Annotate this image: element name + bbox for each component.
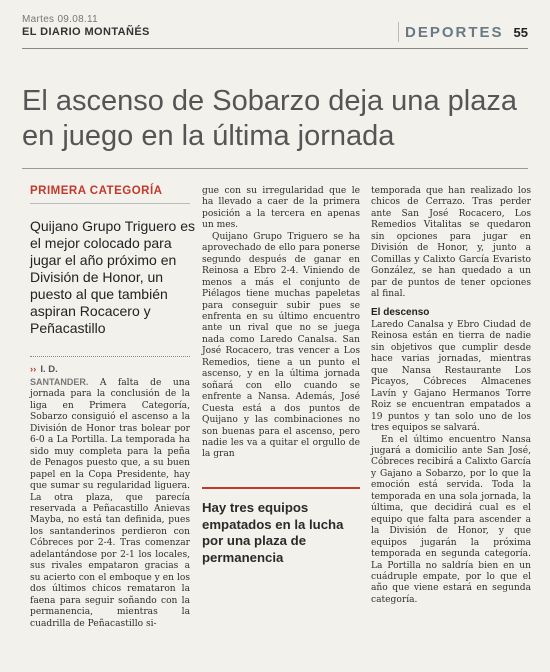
byline bbox=[30, 364, 58, 375]
section-name: DEPORTES bbox=[405, 23, 504, 41]
page-number: 55 bbox=[513, 24, 528, 40]
header-rule bbox=[22, 48, 528, 49]
column-3 bbox=[371, 186, 531, 606]
column-2 bbox=[202, 186, 360, 461]
body-paragraph: En el último encuentro Nansa jugará a domicilio ante San José, Cóbreces recibirá a Calixto García y Gajano a Sobarzo, por lo que la emoción está servida. Toda la temporada en una sola jornada, la última, que decidirá cual es el equipo que falta para ascender a la División de Honor, y que equipos jugarán la próxima temporada en segunda categoría. La Portilla no saldría bien en un cuádruple empate, por lo que el año que viene estará en segunda categoría. bbox=[371, 434, 531, 605]
category-rule bbox=[30, 203, 190, 204]
newspaper-name: EL DIARIO MONTAÑÉS bbox=[22, 26, 150, 38]
pull-quote-rule bbox=[202, 487, 360, 489]
byline-divider bbox=[30, 356, 190, 357]
subheadline: Quijano Grupo Triguero es el mejor colocado para jugar el año próximo en División de Honor, un puesto al que también aspiran Rocacero y Peñacastillo bbox=[30, 218, 195, 336]
pull-quote: Hay tres equipos empatados en la lucha por una plaza de permanencia bbox=[202, 500, 344, 565]
column-1 bbox=[30, 377, 190, 630]
byline-marker-icon: ›› bbox=[30, 364, 37, 375]
body-paragraph: temporada que han realizado los chicos de Cerrazo. Tras perder ante San José Rocacero, Los Remedios Vitalitas se quedaron sin opciones para jugar en División de Honor, y, junto a Comillas y Calixto García Evaristo González, se han quedado a un par de puntos de tener opciones al final. bbox=[371, 186, 531, 300]
dateline: SANTANDER. bbox=[30, 377, 89, 387]
byline-author: I. D. bbox=[40, 364, 58, 375]
body-paragraph: gue con su irregularidad que le ha llevado a caer de la primera posición a la tercera en apenas un mes. bbox=[202, 186, 360, 231]
section-header bbox=[398, 22, 528, 42]
masthead bbox=[22, 14, 282, 38]
body-text: A falta de una jornada para la conclusión de la liga en Primera Categoría, Sobarzo consiguió el ascenso a la División de Honor tras bolear por 6-0 a La Portilla. La temporada ha sido muy completa para la peña de Penagos puesto que, a su buen papel en la Copa Presidente, hay que sumar su regularidad liguera. La otra plaza, que parecía reservada a Peñacastillo Anievas Mayba, no está tan definida, pues los santanderinos perdieron con Cóbreces por 2-4. Tras comenzar adelantándose por 2-1 los locales, sus rivales empataron gracias a su acierto con el emboque y en los dos últimos chicos remataron la faena para seguir soñando con la permanencia, mientras la cuadrilla de Peñacastillo si- bbox=[30, 378, 190, 629]
body-paragraph: Laredo Canalsa y Ebro Ciudad de Reinosa están en tierra de nadie sin objetivos que cumplir desde hace varias jornadas, mientras que Nansa Restaurante Los Picayos, Cóbreces Almacenes Lavín y Gajano Hermanos Torre Roiz se encuentran empatados a 19 puntos y tan solo uno de los tres equipos se salvará. bbox=[371, 319, 531, 434]
section-subheading: El descenso bbox=[371, 306, 430, 318]
body-paragraph bbox=[30, 377, 190, 630]
headline-rule bbox=[22, 168, 528, 169]
headline: El ascenso de Sobarzo deja una plaza en juego en la última jornada bbox=[22, 85, 517, 152]
issue-date: Martes 09.08.11 bbox=[22, 14, 99, 25]
category-label: PRIMERA CATEGORÍA bbox=[30, 185, 163, 197]
body-paragraph: Quijano Grupo Triguero se ha aprovechado de ello para ponerse segundo después de ganar en Reinosa a Ebro 2-4. Viniendo de menos a más el conjunto de Piélagos tiene muchas papeletas para conseguir subir pues se enfrenta en su último encuentro ante un rival que no se juega nada como Laredo Canalsa. San José Rocacero, tras vencer a Los Remedios, tiene a un punto el ascenso, y en la última jornada soñará con ello cuando se enfrente a Nansa. Además, José Cuesta está a dos puntos de Quijano y las combinaciones no son buenas para el ascenso, pero nadie les va a quitar el orgullo de la gran bbox=[202, 231, 360, 460]
section-divider bbox=[398, 22, 399, 42]
